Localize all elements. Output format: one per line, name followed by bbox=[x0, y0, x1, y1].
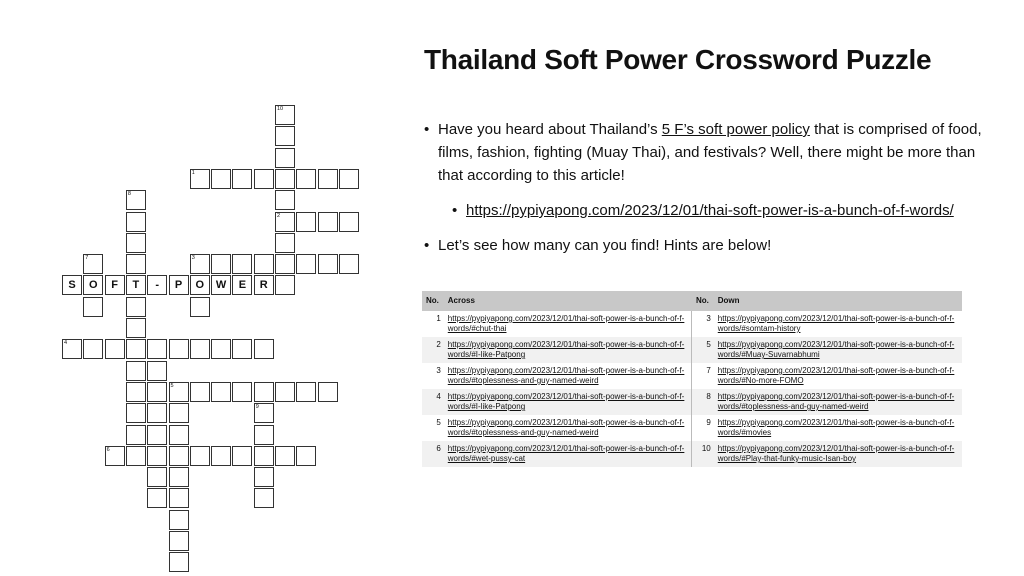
crossword-cell[interactable] bbox=[126, 446, 146, 466]
crossword-cell[interactable] bbox=[169, 446, 189, 466]
crossword-cell[interactable] bbox=[275, 254, 295, 274]
crossword-cell[interactable] bbox=[62, 339, 82, 359]
crossword-cell[interactable] bbox=[126, 190, 146, 210]
crossword-cell[interactable] bbox=[190, 446, 210, 466]
crossword-cell[interactable] bbox=[169, 531, 189, 551]
across-number: 6 bbox=[422, 441, 444, 467]
bullet-intro-text-after: that is comprised of food, films, fashion, fighting (Muay Thai), and festivals? Well, there might be more than that according to this article! bbox=[438, 121, 982, 184]
hints-header-row bbox=[422, 291, 962, 311]
crossword-cell[interactable] bbox=[147, 425, 167, 445]
header-down: Down bbox=[714, 291, 962, 311]
crossword-cell[interactable] bbox=[296, 446, 316, 466]
cell-letter: W bbox=[215, 279, 227, 292]
crossword-cell[interactable] bbox=[126, 297, 146, 317]
crossword-cell[interactable] bbox=[147, 467, 167, 487]
down-hint-link[interactable]: https://pypiyapong.com/2023/12/01/thai-soft-power-is-a-bunch-of-f-words/#toplessness-and-guy-named-weird bbox=[714, 389, 962, 415]
clue-number: 1 bbox=[191, 169, 195, 176]
crossword-cell[interactable] bbox=[296, 382, 316, 402]
table-row bbox=[422, 441, 962, 467]
crossword-cell[interactable] bbox=[105, 446, 125, 466]
crossword-cell[interactable] bbox=[275, 105, 295, 125]
crossword-cell[interactable] bbox=[254, 169, 274, 189]
article-link[interactable]: https://pypiyapong.com/2023/12/01/thai-soft-power-is-a-bunch-of-f-words/ bbox=[466, 202, 954, 219]
crossword-cell[interactable] bbox=[169, 510, 189, 530]
crossword-cell[interactable] bbox=[147, 446, 167, 466]
crossword-cell[interactable] bbox=[254, 425, 274, 445]
crossword-cell[interactable] bbox=[318, 212, 338, 232]
header-no-down: No. bbox=[692, 291, 714, 311]
bullet-dot: • bbox=[424, 237, 430, 254]
crossword-cell[interactable] bbox=[296, 254, 316, 274]
crossword-cell[interactable] bbox=[254, 467, 274, 487]
crossword-cell[interactable] bbox=[275, 169, 295, 189]
down-hint-link[interactable]: https://pypiyapong.com/2023/12/01/thai-soft-power-is-a-bunch-of-f-words/#No-more-FOMO bbox=[717, 366, 955, 385]
crossword-cell[interactable] bbox=[254, 339, 274, 359]
crossword-cell[interactable] bbox=[232, 382, 252, 402]
crossword-cell[interactable] bbox=[62, 275, 82, 295]
crossword-cell[interactable] bbox=[211, 169, 231, 189]
header-no-across: No. bbox=[422, 291, 444, 311]
across-number: 1 bbox=[436, 314, 441, 323]
crossword-cell[interactable] bbox=[275, 126, 295, 146]
clue-number: 2 bbox=[277, 212, 281, 219]
bullet-dot: • bbox=[424, 121, 430, 138]
down-number: 9 bbox=[706, 418, 711, 427]
bullet-intro bbox=[424, 118, 984, 187]
crossword-cell[interactable] bbox=[254, 275, 274, 295]
crossword-cell[interactable] bbox=[126, 318, 146, 338]
crossword-cell[interactable] bbox=[275, 190, 295, 210]
down-hint-link[interactable]: https://pypiyapong.com/2023/12/01/thai-soft-power-is-a-bunch-of-f-words/#somtam-history bbox=[717, 314, 955, 333]
bullet-hints-text: Let’s see how many can you find! Hints are below! bbox=[438, 237, 772, 254]
crossword-cell[interactable] bbox=[83, 339, 103, 359]
across-number: 3 bbox=[436, 366, 441, 375]
table-row bbox=[422, 389, 962, 415]
table-row bbox=[422, 311, 962, 337]
crossword-cell[interactable] bbox=[232, 446, 252, 466]
clue-number: 4 bbox=[64, 340, 68, 347]
crossword-cell[interactable] bbox=[169, 275, 189, 295]
crossword-cell[interactable] bbox=[169, 339, 189, 359]
crossword-cell[interactable] bbox=[190, 275, 210, 295]
crossword-cell[interactable] bbox=[318, 382, 338, 402]
crossword-cell[interactable] bbox=[105, 275, 125, 295]
cell-letter: P bbox=[174, 279, 183, 292]
crossword-cell[interactable] bbox=[211, 275, 231, 295]
bullet-article-link bbox=[452, 199, 984, 222]
down-hint-link[interactable]: https://pypiyapong.com/2023/12/01/thai-soft-power-is-a-bunch-of-f-words/#Play-that-funky-music-Isan-boy bbox=[714, 441, 962, 467]
crossword-cell[interactable] bbox=[275, 275, 295, 295]
crossword-cell[interactable] bbox=[211, 382, 231, 402]
down-number: 7 bbox=[706, 366, 711, 375]
crossword-cell[interactable] bbox=[169, 403, 189, 423]
across-hint-link[interactable]: https://pypiyapong.com/2023/12/01/thai-soft-power-is-a-bunch-of-f-words/#toplessness-and-guy-named-weird bbox=[444, 415, 692, 441]
bullet-hints bbox=[424, 234, 984, 257]
across-hint-link[interactable]: https://pypiyapong.com/2023/12/01/thai-soft-power-is-a-bunch-of-f-words/#chut-thai bbox=[444, 311, 692, 337]
clue-number: 5 bbox=[170, 382, 174, 389]
crossword-cell[interactable] bbox=[318, 169, 338, 189]
cell-letter: - bbox=[155, 279, 160, 292]
crossword-cell[interactable] bbox=[296, 169, 316, 189]
crossword-cell[interactable] bbox=[190, 297, 210, 317]
across-number: 2 bbox=[422, 337, 444, 363]
hints-table bbox=[422, 291, 962, 467]
crossword-cell[interactable] bbox=[211, 339, 231, 359]
crossword-cell[interactable] bbox=[232, 169, 252, 189]
crossword-cell[interactable] bbox=[126, 233, 146, 253]
crossword-cell[interactable] bbox=[169, 467, 189, 487]
cell-letter: R bbox=[259, 279, 268, 292]
page-title: Thailand Soft Power Crossword Puzzle bbox=[424, 44, 932, 75]
cell-letter: O bbox=[195, 279, 205, 292]
header-across: Across bbox=[444, 291, 692, 311]
crossword-cell[interactable] bbox=[126, 275, 146, 295]
cell-letter: F bbox=[111, 279, 118, 292]
clue-number: 3 bbox=[191, 255, 195, 262]
crossword-cell[interactable] bbox=[147, 488, 167, 508]
crossword-cell[interactable] bbox=[190, 382, 210, 402]
crossword-cell[interactable] bbox=[126, 361, 146, 381]
crossword-cell[interactable] bbox=[126, 254, 146, 274]
crossword-cell[interactable] bbox=[254, 446, 274, 466]
crossword-cell[interactable] bbox=[254, 488, 274, 508]
crossword-cell[interactable] bbox=[190, 254, 210, 274]
down-number: 10 bbox=[692, 441, 714, 467]
crossword-cell[interactable] bbox=[232, 254, 252, 274]
crossword-cell[interactable] bbox=[254, 403, 274, 423]
bullet-intro-text-before: Have you heard about Thailand’s bbox=[438, 121, 662, 138]
across-hint-link[interactable]: https://pypiyapong.com/2023/12/01/thai-soft-power-is-a-bunch-of-f-words/#I-like-Patpong bbox=[444, 337, 692, 363]
crossword-cell[interactable] bbox=[232, 339, 252, 359]
crossword-cell[interactable] bbox=[169, 488, 189, 508]
clue-number: 8 bbox=[127, 191, 131, 198]
crossword-cell[interactable] bbox=[254, 382, 274, 402]
crossword-cell[interactable] bbox=[83, 297, 103, 317]
crossword-cell[interactable] bbox=[211, 254, 231, 274]
crossword-cell[interactable] bbox=[275, 382, 295, 402]
crossword-cell[interactable] bbox=[318, 254, 338, 274]
crossword-cell[interactable] bbox=[275, 148, 295, 168]
intro-bullets bbox=[424, 118, 984, 257]
crossword-cell[interactable] bbox=[126, 403, 146, 423]
crossword-grid bbox=[0, 0, 400, 576]
crossword-cell[interactable] bbox=[339, 254, 359, 274]
down-hint-link[interactable]: https://pypiyapong.com/2023/12/01/thai-soft-power-is-a-bunch-of-f-words/#movies bbox=[717, 418, 955, 437]
across-hint-link[interactable]: https://pypiyapong.com/2023/12/01/thai-soft-power-is-a-bunch-of-f-words/#toplessness-and-guy-named-weird bbox=[444, 363, 692, 389]
cell-letter: O bbox=[89, 279, 98, 292]
crossword-cell[interactable] bbox=[211, 446, 231, 466]
down-number: 3 bbox=[706, 314, 711, 323]
down-number: 5 bbox=[692, 337, 714, 363]
crossword-cell[interactable] bbox=[126, 425, 146, 445]
clue-number: 7 bbox=[85, 255, 89, 262]
crossword-cell[interactable] bbox=[147, 275, 167, 295]
cell-letter: S bbox=[68, 279, 76, 292]
down-hint-link[interactable]: https://pypiyapong.com/2023/12/01/thai-soft-power-is-a-bunch-of-f-words/#Muay-Suvarnabhumi bbox=[714, 337, 962, 363]
cell-letter: T bbox=[132, 279, 140, 292]
cell-letter: E bbox=[238, 279, 247, 292]
crossword-cell[interactable] bbox=[275, 212, 295, 232]
crossword-cell[interactable] bbox=[169, 382, 189, 402]
crossword-cell[interactable] bbox=[339, 212, 359, 232]
clue-number: 6 bbox=[106, 446, 110, 453]
crossword-cell[interactable] bbox=[232, 275, 252, 295]
bullet-dot: • bbox=[452, 202, 458, 219]
across-hint-link[interactable]: https://pypiyapong.com/2023/12/01/thai-soft-power-is-a-bunch-of-f-words/#wet-pussy-cat bbox=[444, 441, 692, 467]
table-row bbox=[422, 415, 962, 441]
crossword-cell[interactable] bbox=[83, 254, 103, 274]
crossword-cell[interactable] bbox=[190, 169, 210, 189]
crossword-cell[interactable] bbox=[147, 361, 167, 381]
crossword-cell[interactable] bbox=[147, 339, 167, 359]
table-row bbox=[422, 337, 962, 363]
crossword-cell[interactable] bbox=[126, 212, 146, 232]
crossword-cell[interactable] bbox=[147, 403, 167, 423]
across-number: 4 bbox=[422, 389, 444, 415]
soft-power-policy-link[interactable]: 5 F’s soft power policy bbox=[661, 121, 810, 138]
crossword-cell[interactable] bbox=[190, 339, 210, 359]
crossword-cell[interactable] bbox=[275, 446, 295, 466]
clue-number: 9 bbox=[255, 404, 259, 411]
crossword-cell[interactable] bbox=[126, 382, 146, 402]
across-number: 5 bbox=[436, 418, 441, 427]
crossword-cell[interactable] bbox=[169, 552, 189, 572]
table-row bbox=[422, 363, 962, 389]
crossword-cell[interactable] bbox=[254, 254, 274, 274]
crossword-cell[interactable] bbox=[105, 339, 125, 359]
crossword-cell[interactable] bbox=[169, 425, 189, 445]
crossword-cell[interactable] bbox=[296, 212, 316, 232]
crossword-cell[interactable] bbox=[147, 382, 167, 402]
across-hint-link[interactable]: https://pypiyapong.com/2023/12/01/thai-soft-power-is-a-bunch-of-f-words/#I-like-Patpong bbox=[444, 389, 692, 415]
crossword-cell[interactable] bbox=[339, 169, 359, 189]
clue-number: 10 bbox=[277, 106, 284, 112]
crossword-cell[interactable] bbox=[275, 233, 295, 253]
down-number: 8 bbox=[692, 389, 714, 415]
crossword-cell[interactable] bbox=[83, 275, 103, 295]
crossword-cell[interactable] bbox=[126, 339, 146, 359]
